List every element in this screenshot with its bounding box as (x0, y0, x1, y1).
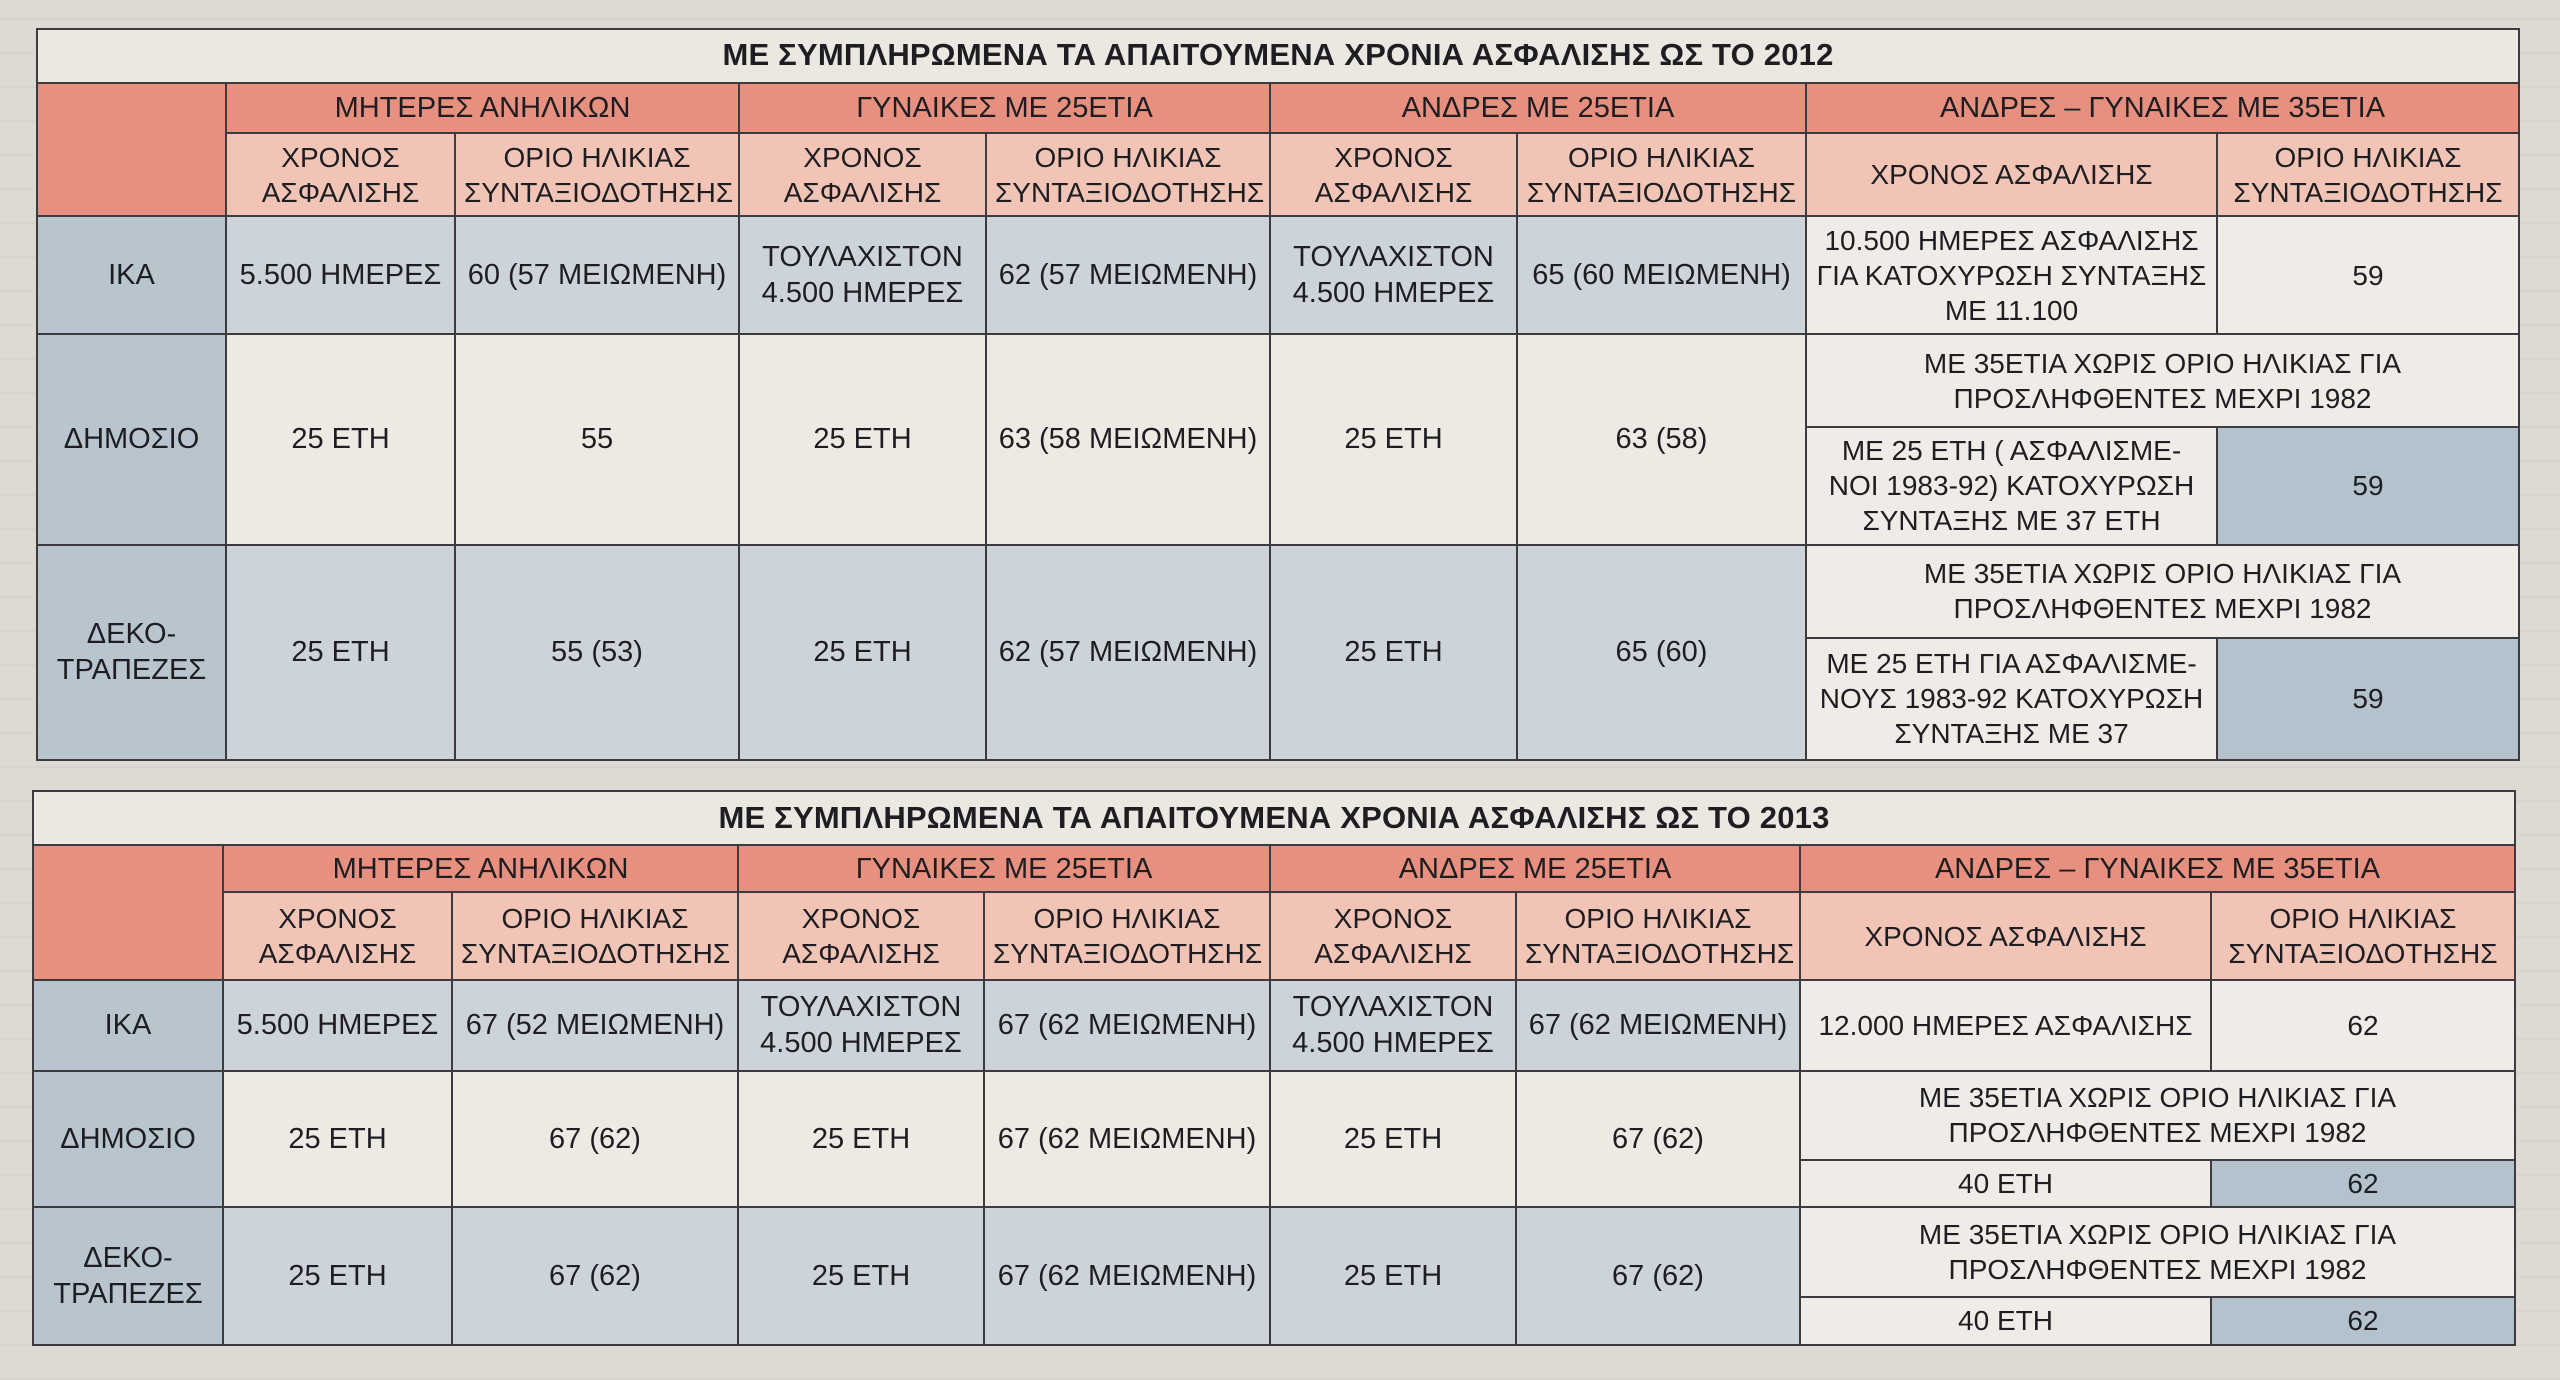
sub-header-time: ΧΡΟΝΟΣ ΑΣΦΑΛΙΣΗΣ (738, 892, 984, 980)
cell-men-age: 63 (58) (1517, 334, 1806, 544)
cell-mothers-time: 25 ΕΤΗ (223, 1071, 452, 1208)
cell-women-time: ΤΟΥΛΑΧΙΣΤΟΝ 4.500 ΗΜΕΡΕΣ (739, 216, 986, 334)
cell-35-time: ΜΕ 25 ΕΤΗ ( ΑΣΦΑΛΙΣΜΕ- ΝΟΙ 1983-92) ΚΑΤΟΧΥΡΩΣΗ ΣΥΝΤΑΞΗΣ ΜΕ 37 ΕΤΗ (1806, 427, 2217, 544)
cell-women-time: 25 ΕΤΗ (738, 1071, 984, 1208)
cell-mothers-age: 60 (57 ΜΕΙΩΜΕΝΗ) (455, 216, 739, 334)
cell-women-age: 62 (57 ΜΕΙΩΜΕΝΗ) (986, 545, 1270, 760)
sub-header-age: ΟΡΙΟ ΗΛΙΚΙΑΣ ΣΥΝΤΑΞΙΟΔΟΤΗΣΗΣ (455, 133, 739, 216)
cell-men-time: 25 ΕΤΗ (1270, 334, 1517, 544)
cell-mothers-time: 25 ΕΤΗ (226, 545, 455, 760)
cell-35-age: 62 (2211, 980, 2515, 1071)
corner-cell (37, 83, 226, 216)
group-header-men-25: ΑΝΔΡΕΣ ΜΕ 25ΕΤΙΑ (1270, 83, 1806, 134)
cell-women-age: 67 (62 ΜΕΙΩΜΕΝΗ) (984, 1207, 1270, 1345)
cell-men-time: ΤΟΥΛΑΧΙΣΤΟΝ 4.500 ΗΜΕΡΕΣ (1270, 980, 1516, 1071)
row-label-ika: ΙΚΑ (37, 216, 226, 334)
cell-35-time: 12.000 ΗΜΕΡΕΣ ΑΣΦΑΛΙΣΗΣ (1800, 980, 2211, 1071)
cell-men-time: 25 ΕΤΗ (1270, 1071, 1516, 1208)
cell-35-no-age-limit: ΜΕ 35ΕΤΙΑ ΧΩΡΙΣ ΟΡΙΟ ΗΛΙΚΙΑΣ ΓΙΑ ΠΡΟΣΛΗΦΘΕΝΤΕΣ ΜΕΧΡΙ 1982 (1800, 1071, 2515, 1161)
cell-mothers-time: 5.500 ΗΜΕΡΕΣ (223, 980, 452, 1071)
cell-mothers-age: 55 (53) (455, 545, 739, 760)
cell-women-age: 67 (62 ΜΕΙΩΜΕΝΗ) (984, 980, 1270, 1071)
cell-women-time: 25 ΕΤΗ (739, 545, 986, 760)
cell-35-age: 62 (2211, 1297, 2515, 1345)
sub-header-age: ΟΡΙΟ ΗΛΙΚΙΑΣ ΣΥΝΤΑΞΙΟΔΟΤΗΣΗΣ (1516, 892, 1800, 980)
sub-header-age: ΟΡΙΟ ΗΛΙΚΙΑΣ ΣΥΝΤΑΞΙΟΔΟΤΗΣΗΣ (452, 892, 738, 980)
sub-header-age: ΟΡΙΟ ΗΛΙΚΙΑΣ ΣΥΝΤΑΞΙΟΔΟΤΗΣΗΣ (2217, 133, 2519, 216)
cell-35-no-age-limit: ΜΕ 35ΕΤΙΑ ΧΩΡΙΣ ΟΡΙΟ ΗΛΙΚΙΑΣ ΓΙΑ ΠΡΟΣΛΗΦΘΕΝΤΕΣ ΜΕΧΡΙ 1982 (1806, 545, 2519, 638)
sub-header-age: ΟΡΙΟ ΗΛΙΚΙΑΣ ΣΥΝΤΑΞΙΟΔΟΤΗΣΗΣ (2211, 892, 2515, 980)
cell-women-age: 63 (58 ΜΕΙΩΜΕΝΗ) (986, 334, 1270, 544)
cell-35-age: 59 (2217, 216, 2519, 334)
group-header-all-35: ΑΝΔΡΕΣ – ΓΥΝΑΙΚΕΣ ΜΕ 35ΕΤΙΑ (1800, 845, 2515, 892)
table-title: ΜΕ ΣΥΜΠΛΗΡΩΜΕΝΑ ΤΑ ΑΠΑΙΤΟΥΜΕΝΑ ΧΡΟΝΙΑ ΑΣΦΑΛΙΣΗΣ ΩΣ ΤΟ 2012 (37, 29, 2519, 83)
cell-35-time: 40 ΕΤΗ (1800, 1160, 2211, 1207)
group-header-all-35: ΑΝΔΡΕΣ – ΓΥΝΑΙΚΕΣ ΜΕ 35ΕΤΙΑ (1806, 83, 2519, 134)
group-header-mothers: ΜΗΤΕΡΕΣ ΑΝΗΛΙΚΩΝ (226, 83, 739, 134)
table-title: ΜΕ ΣΥΜΠΛΗΡΩΜΕΝΑ ΤΑ ΑΠΑΙΤΟΥΜΕΝΑ ΧΡΟΝΙΑ ΑΣΦΑΛΙΣΗΣ ΩΣ ΤΟ 2013 (33, 791, 2515, 845)
cell-women-time: 25 ΕΤΗ (738, 1207, 984, 1345)
cell-women-time: 25 ΕΤΗ (739, 334, 986, 544)
cell-men-age: 65 (60 ΜΕΙΩΜΕΝΗ) (1517, 216, 1806, 334)
sub-header-time: ΧΡΟΝΟΣ ΑΣΦΑΛΙΣΗΣ (223, 892, 452, 980)
cell-mothers-time: 5.500 ΗΜΕΡΕΣ (226, 216, 455, 334)
cell-mothers-age: 67 (62) (452, 1207, 738, 1345)
corner-cell (33, 845, 223, 980)
cell-mothers-time: 25 ΕΤΗ (223, 1207, 452, 1345)
sub-header-age: ΟΡΙΟ ΗΛΙΚΙΑΣ ΣΥΝΤΑΞΙΟΔΟΤΗΣΗΣ (984, 892, 1270, 980)
cell-mothers-age: 55 (455, 334, 739, 544)
row-label-public: ΔΗΜΟΣΙΟ (37, 334, 226, 544)
cell-men-time: 25 ΕΤΗ (1270, 545, 1517, 760)
sub-header-age: ΟΡΙΟ ΗΛΙΚΙΑΣ ΣΥΝΤΑΞΙΟΔΟΤΗΣΗΣ (986, 133, 1270, 216)
cell-35-time: 40 ΕΤΗ (1800, 1297, 2211, 1345)
sub-header-time: ΧΡΟΝΟΣ ΑΣΦΑΛΙΣΗΣ (739, 133, 986, 216)
row-label-deko-banks: ΔΕΚΟ- ΤΡΑΠΕΖΕΣ (37, 545, 226, 760)
cell-mothers-age: 67 (52 ΜΕΙΩΜΕΝΗ) (452, 980, 738, 1071)
cell-men-age: 67 (62 ΜΕΙΩΜΕΝΗ) (1516, 980, 1800, 1071)
group-header-women-25: ΓΥΝΑΙΚΕΣ ΜΕ 25ΕΤΙΑ (738, 845, 1270, 892)
cell-mothers-time: 25 ΕΤΗ (226, 334, 455, 544)
cell-35-age: 59 (2217, 638, 2519, 760)
cell-men-age: 67 (62) (1516, 1207, 1800, 1345)
cell-men-time: 25 ΕΤΗ (1270, 1207, 1516, 1345)
cell-35-age: 59 (2217, 427, 2519, 544)
cell-mothers-age: 67 (62) (452, 1071, 738, 1208)
cell-women-age: 62 (57 ΜΕΙΩΜΕΝΗ) (986, 216, 1270, 334)
cell-women-time: ΤΟΥΛΑΧΙΣΤΟΝ 4.500 ΗΜΕΡΕΣ (738, 980, 984, 1071)
row-label-deko-banks: ΔΕΚΟ- ΤΡΑΠΕΖΕΣ (33, 1207, 223, 1345)
sub-header-time: ΧΡΟΝΟΣ ΑΣΦΑΛΙΣΗΣ (1806, 133, 2217, 216)
sub-header-time: ΧΡΟΝΟΣ ΑΣΦΑΛΙΣΗΣ (1270, 892, 1516, 980)
sub-header-age: ΟΡΙΟ ΗΛΙΚΙΑΣ ΣΥΝΤΑΞΙΟΔΟΤΗΣΗΣ (1517, 133, 1806, 216)
table-2012 (36, 28, 2520, 761)
row-label-ika: ΙΚΑ (33, 980, 223, 1071)
cell-women-age: 67 (62 ΜΕΙΩΜΕΝΗ) (984, 1071, 1270, 1208)
sub-header-time: ΧΡΟΝΟΣ ΑΣΦΑΛΙΣΗΣ (1800, 892, 2211, 980)
cell-35-time: ΜΕ 25 ΕΤΗ ΓΙΑ ΑΣΦΑΛΙΣΜΕ- ΝΟΥΣ 1983-92 ΚΑΤΟΧΥΡΩΣΗ ΣΥΝΤΑΞΗΣ ΜΕ 37 (1806, 638, 2217, 760)
sub-header-time: ΧΡΟΝΟΣ ΑΣΦΑΛΙΣΗΣ (226, 133, 455, 216)
table-2013 (32, 790, 2516, 1346)
cell-35-no-age-limit: ΜΕ 35ΕΤΙΑ ΧΩΡΙΣ ΟΡΙΟ ΗΛΙΚΙΑΣ ΓΙΑ ΠΡΟΣΛΗΦΘΕΝΤΕΣ ΜΕΧΡΙ 1982 (1806, 334, 2519, 427)
row-label-public: ΔΗΜΟΣΙΟ (33, 1071, 223, 1208)
group-header-men-25: ΑΝΔΡΕΣ ΜΕ 25ΕΤΙΑ (1270, 845, 1800, 892)
cell-35-time: 10.500 ΗΜΕΡΕΣ ΑΣΦΑΛΙΣΗΣ ΓΙΑ ΚΑΤΟΧΥΡΩΣΗ ΣΥΝΤΑΞΗΣ ΜΕ 11.100 (1806, 216, 2217, 334)
cell-men-time: ΤΟΥΛΑΧΙΣΤΟΝ 4.500 ΗΜΕΡΕΣ (1270, 216, 1517, 334)
group-header-mothers: ΜΗΤΕΡΕΣ ΑΝΗΛΙΚΩΝ (223, 845, 738, 892)
group-header-women-25: ΓΥΝΑΙΚΕΣ ΜΕ 25ΕΤΙΑ (739, 83, 1270, 134)
cell-men-age: 65 (60) (1517, 545, 1806, 760)
cell-35-age: 62 (2211, 1160, 2515, 1207)
sub-header-time: ΧΡΟΝΟΣ ΑΣΦΑΛΙΣΗΣ (1270, 133, 1517, 216)
cell-men-age: 67 (62) (1516, 1071, 1800, 1208)
cell-35-no-age-limit: ΜΕ 35ΕΤΙΑ ΧΩΡΙΣ ΟΡΙΟ ΗΛΙΚΙΑΣ ΓΙΑ ΠΡΟΣΛΗΦΘΕΝΤΕΣ ΜΕΧΡΙ 1982 (1800, 1207, 2515, 1297)
